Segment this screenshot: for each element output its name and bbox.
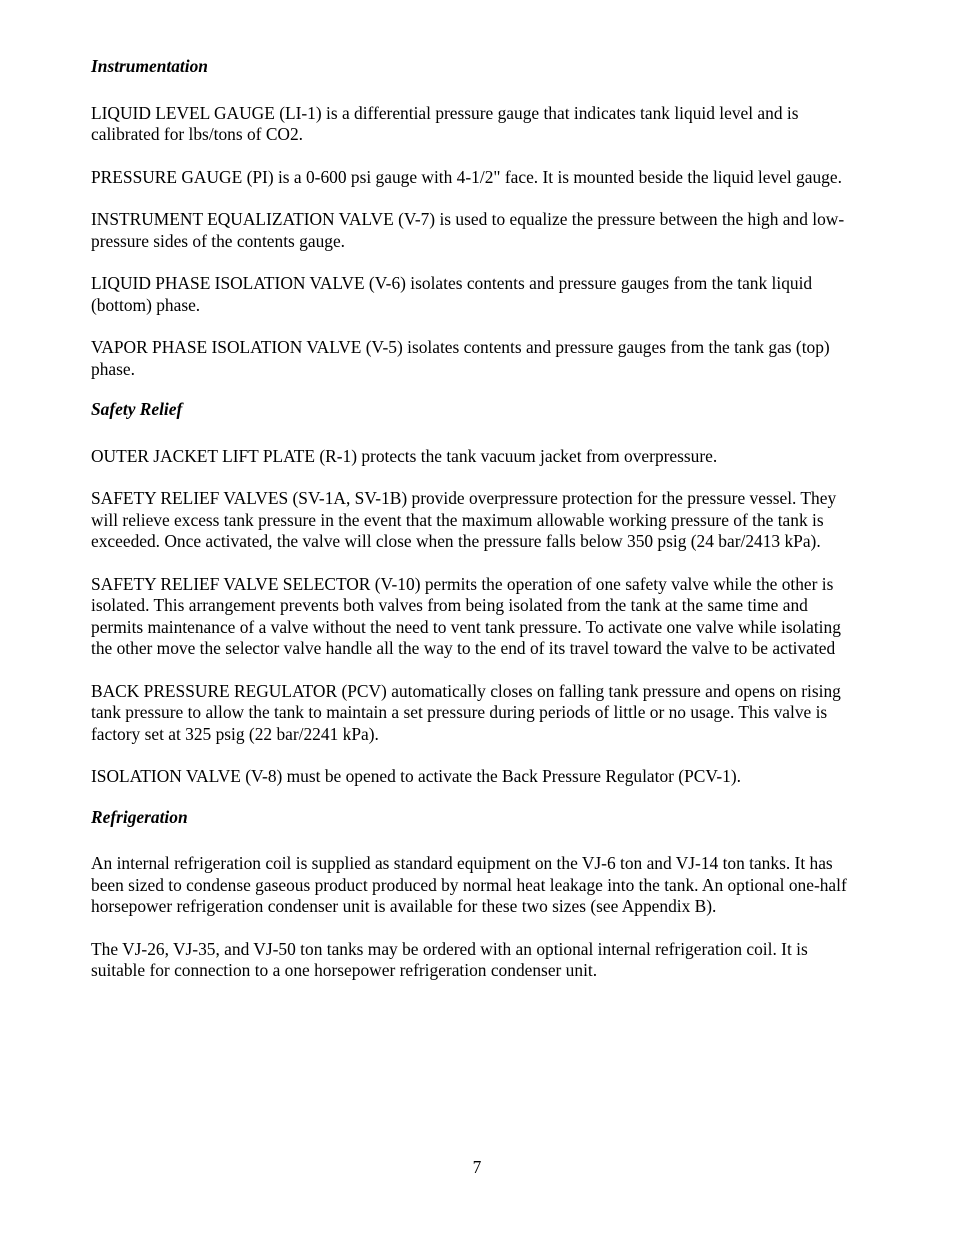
paragraph-outer-jacket-lift-plate: OUTER JACKET LIFT PLATE (R-1) protects the tank vacuum jacket from overpressure. (91, 445, 718, 466)
paragraph-pressure-gauge: PRESSURE GAUGE (PI) is a 0-600 psi gauge with 4-1/2" face. It is mounted beside the liquid level gauge. (91, 166, 842, 187)
paragraph-vapor-phase-isolation-valve: VAPOR PHASE ISOLATION VALVE (V-5) isolates contents and pressure gauges from the tank gas (top) phase. (91, 337, 830, 379)
paragraph-isolation-valve: ISOLATION VALVE (V-8) must be opened to activate the Back Pressure Regulator (PCV-1). (91, 766, 741, 786)
paragraph-optional-refrigeration-coil: The VJ-26, VJ-35, and VJ-50 ton tanks may be ordered with an optional internal refrigeration coil. It is suitable for connection to a one horsepower refrigeration condenser unit. (91, 938, 808, 980)
paragraph-liquid-level-gauge: LIQUID LEVEL GAUGE (LI-1) is a differential pressure gauge that indicates tank liquid level and is calibrated for lbs/tons of CO2. (91, 102, 799, 144)
paragraph-instrument-equalization-valve: INSTRUMENT EQUALIZATION VALVE (V-7) is used to equalize the pressure between the high and low-pressure sides of the contents gauge. (91, 209, 845, 251)
paragraph-safety-relief-valves: SAFETY RELIEF VALVES (SV-1A, SV-1B) provide overpressure protection for the pressure vessel. They will relieve excess tank pressure in the event that the maximum allowable working pressure of the tank is exceeded. Once activated, the valve will close when the pressure falls below 350 psig (24 bar/2413 kPa). (91, 488, 837, 551)
paragraph-safety-relief-valve-selector: SAFETY RELIEF VALVE SELECTOR (V-10) permits the operation of one safety valve while the other is isolated. This arrangement prevents both valves from being isolated from the tank at the same time and permits maintenance of a valve without the need to vent tank pressure. To activate one valve while isolating the other move the selector valve handle all the way to the end of its travel toward the valve to be activated (91, 573, 841, 658)
page-number: 7 (472, 1157, 482, 1177)
section-heading-instrumentation: Instrumentation (91, 56, 208, 76)
paragraph-back-pressure-regulator: BACK PRESSURE REGULATOR (PCV) automatically closes on falling tank pressure and opens on rising tank pressure to allow the tank to maintain a set pressure during periods of little or no usage. This valve is factory set at 325 psig (22 bar/2241 kPa). (91, 680, 841, 744)
paragraph-internal-refrigeration-coil: An internal refrigeration coil is supplied as standard equipment on the VJ-6 ton and VJ-14 ton tanks. It has been sized to condense gaseous product produced by normal heat leakage into the tank. An optional one-half horsepower refrigeration condenser unit is available for these two sizes (see Appendix B). (91, 853, 847, 916)
section-heading-safety-relief: Safety Relief (91, 399, 183, 419)
document-page (91, 56, 863, 982)
section-heading-refrigeration: Refrigeration (91, 806, 188, 827)
paragraph-liquid-phase-isolation-valve: LIQUID PHASE ISOLATION VALVE (V-6) isolates contents and pressure gauges from the tank liquid (bottom) phase. (91, 273, 813, 315)
